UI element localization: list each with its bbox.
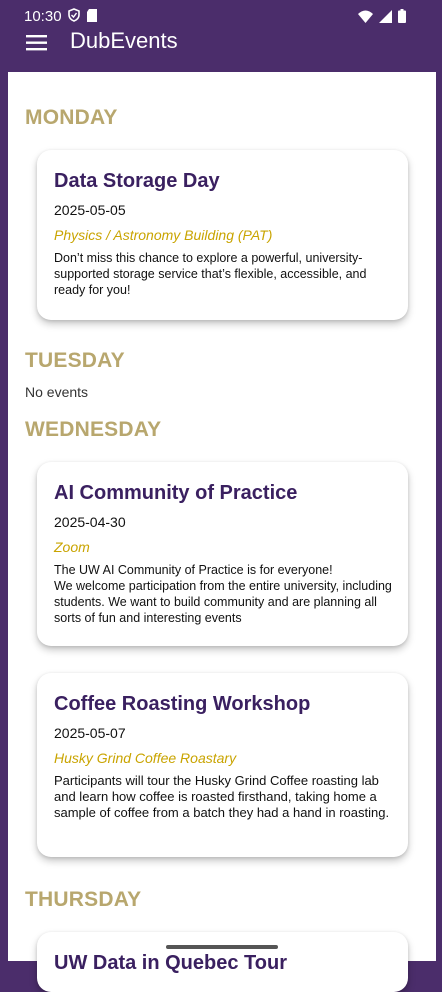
status-time: 10:30 — [24, 8, 62, 25]
status-left-icons — [68, 8, 98, 22]
event-card[interactable] — [37, 462, 408, 646]
event-title: Coffee Roasting Workshop — [54, 693, 311, 715]
day-heading-wednesday: WEDNESDAY — [25, 418, 162, 441]
event-title: AI Community of Practice — [54, 482, 298, 504]
battery-icon — [398, 9, 406, 23]
event-title: UW Data in Quebec Tour — [54, 952, 287, 974]
status-right-icons — [358, 9, 406, 23]
event-description: Participants will tour the Husky Grind Coffee roasting lab and learn how coffee is roasted firsthand, taking home a sample of coffee from a batch they had a hand in roasting. — [54, 773, 390, 820]
shield-check-icon — [68, 8, 80, 22]
hamburger-menu-button[interactable] — [26, 31, 50, 55]
cellular-signal-icon — [379, 10, 392, 23]
event-location: Physics / Astronomy Building (PAT) — [54, 227, 273, 243]
event-card[interactable] — [37, 932, 408, 992]
events-list[interactable] — [8, 72, 436, 974]
app-title: DubEvents — [70, 28, 178, 53]
status-bar — [0, 0, 442, 34]
sd-card-icon — [86, 9, 98, 22]
event-date: 2025-05-05 — [54, 202, 126, 218]
event-location: Husky Grind Coffee Roastary — [54, 750, 237, 766]
event-title: Data Storage Day — [54, 170, 220, 192]
wifi-icon — [358, 10, 373, 23]
day-heading-monday: MONDAY — [25, 106, 118, 129]
hamburger-menu-icon — [26, 34, 48, 52]
event-date: 2025-05-07 — [54, 725, 126, 741]
day-heading-thursday: THURSDAY — [25, 888, 142, 911]
event-date: 2025-04-30 — [54, 514, 126, 530]
event-location: Zoom — [54, 539, 90, 555]
app-bar — [0, 28, 442, 72]
day-heading-tuesday: TUESDAY — [25, 349, 125, 372]
event-description: The UW AI Community of Practice is for everyone! We welcome participation from the entire university, including students. We want to build community and are planning all sorts of fun and interesting events — [54, 563, 392, 625]
no-events-text: No events — [25, 384, 89, 400]
event-description: Don’t miss this chance to explore a powerful, university-supported storage service that’s flexible, accessible, and ready for you! — [54, 251, 367, 297]
event-card[interactable] — [37, 150, 408, 320]
home-gesture-bar[interactable] — [166, 945, 278, 949]
event-card[interactable] — [37, 673, 408, 857]
